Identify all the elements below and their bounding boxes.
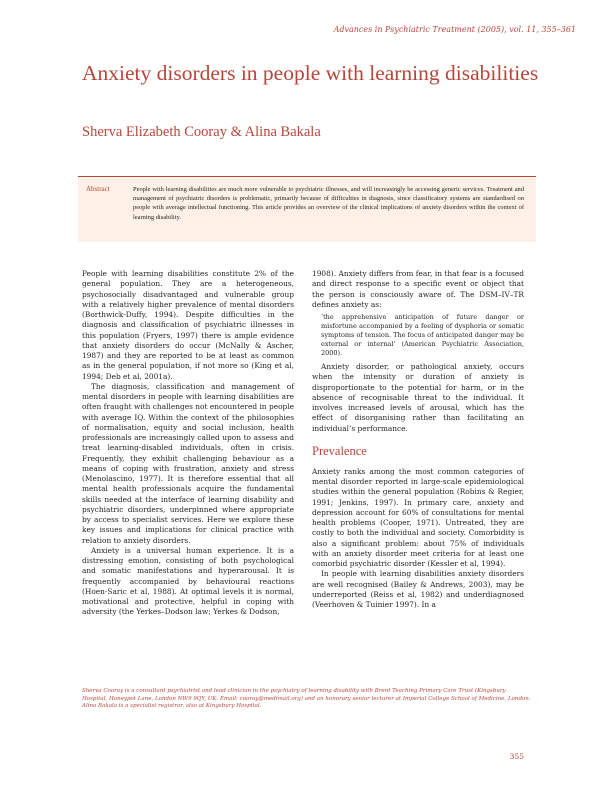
section-heading-prevalence: Prevalence	[312, 443, 367, 458]
body-paragraph: Anxiety disorder, or pathological anxiety, occurs when the intensity or duration of anxiety is disproportionate to the potential for harm, or in the absence of recognisable threat to the individual. It involves increased levels of arousal, which has the effect of disorganising rather than facilitating an individual’s performance.	[312, 362, 524, 433]
body-paragraph: Anxiety is a universal human experience. It is a distressing emotion, consisting of both psychological and somatic manifestations and hyperarousal. It is frequently accompanied by behavioural reactions (Hoen-Saric et al, 1988). At optimal levels it is normal, motivational and protective, helpful in coping with adversity (the Yerkes–Dodson law; Yerkes & Dodson,	[82, 545, 294, 617]
author-footnote: Sherva Cooray is a consultant psychiatrist and lead clinician in the psychiatry of learning disability with Brent Teaching Primary Care Trust (Kingsbury Hospital, Honeypot Lane, London NW9 9QY, UK. Email: cooray@medimail.org) and an honorary senior lecturer at Imperial College School of Medicine, London. Alina Bakala is a specialist registrar, also at Kingsbury Hospital.	[82, 688, 531, 710]
left-column	[82, 269, 294, 618]
running-head: Advances in Psychiatric Treatment (2005), vol. 11, 355–361	[333, 25, 576, 34]
abstract-text: People with learning disabilities are much more vulnerable to psychiatric illnesses, and will increasingly be accessing generic services. Treatment and management of psychiatric disorders is problematic, primarily because of difficulties in diagnosis, since classificatory systems are standardised on people with average intellectual functioning. This article provides an overview of the clinical implications of anxiety disorders within the context of learning disability.	[133, 186, 524, 221]
block-quote: ‘the apprehensive anticipation of future danger or misfortune accompanied by a feeling of dysphoria or somatic symptoms of tension. The focus of anticipated danger may be external or internal’ (American Psychiatric Association, 2000).	[321, 313, 524, 357]
body-paragraph: In people with learning disabilities anxiety disorders are well recognised (Bailey & Andrews, 2003), may be underreported (Reiss et al, 1982) and underdiagnosed (Veerhoven & Tuinier 1997). In a	[312, 569, 524, 609]
body-paragraph: Anxiety ranks among the most common categories of mental disorder reported in large-scale epidemiological studies within the general population (Robins & Regier, 1991; Jenkins, 1997). In primary care, anxiety and depression account for 60% of consultations for mental health problems (Cooper, 1971). Untreated, they are costly to both the individual and society. Comorbidity is also a significant problem: about 75% of individuals with an anxiety disorder meet criteria for at least one comorbid psychiatric disorder (Kessler et al, 1994).	[312, 466, 524, 568]
body-paragraph: People with learning disabilities constitute 2% of the general population. They are a heterogeneous, psychosocially disadvantaged and vulnerable group with a relatively higher prevalence of mental disorders (Borthwick-Duffy, 1994). Despite difficulties in the diagnosis and classification of psychiatric illnesses in this population (Fryers, 1997) there is ample evidence that anxiety disorders do occur (McNally & Ascher, 1987) and they are reported to be at least as common as in the general population, if not more so (King et al, 1994; Deb et al, 2001a).	[82, 269, 294, 381]
abstract-box	[78, 176, 536, 242]
abstract-label: Abstract	[86, 185, 110, 193]
article-title: Anxiety disorders in people with learning disabilities	[82, 61, 539, 85]
body-paragraph: The diagnosis, classification and management of mental disorders in people with learning disabilities are often fraught with challenges not encountered in people with average IQ. Within the context of the philosophies of normalisation, equity and social inclusion, health professionals are increasingly called upon to assess and treat learning-disabled individuals, often in crisis. Frequently, they exhibit challenging behaviour as a means of coping with frustration, anxiety and stress (Menolascino, 1977). It is therefore essential that all mental health professionals acquire the fundamental skills needed at the interface of learning disability and psychiatric disorders, underpinned where appropriate by access to specialist services. Here we explore these key issues and implications for clinical practice with relation to anxiety disorders.	[82, 381, 294, 545]
page-number: 355	[509, 752, 524, 761]
right-column	[312, 269, 524, 610]
body-paragraph: 1908). Anxiety differs from fear, in that fear is a focused and direct response to a specific event or object that the person is consciously aware of. The DSM–IV–TR defines anxiety as:	[312, 269, 524, 309]
author-list: Sherva Elizabeth Cooray & Alina Bakala	[82, 124, 321, 140]
